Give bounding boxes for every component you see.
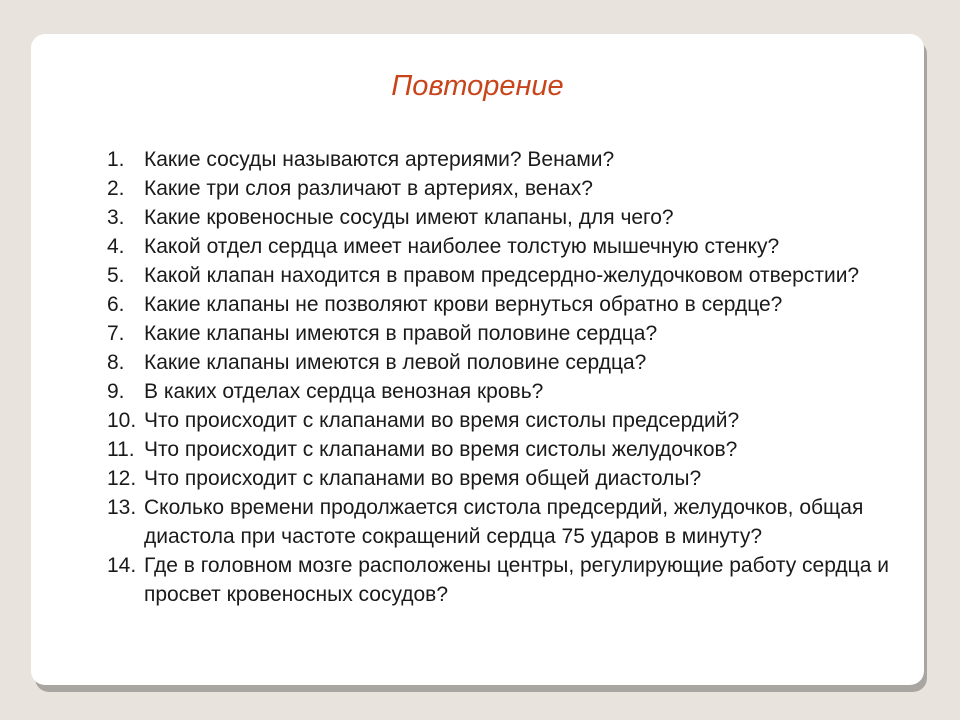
list-item bbox=[107, 203, 917, 232]
slide-card bbox=[31, 34, 924, 685]
list-item-text: Что происходит с клапанами во время систолы предсердий? bbox=[144, 409, 740, 432]
list-item-number: 3. bbox=[107, 206, 125, 229]
list-item-text: Какой отдел сердца имеет наиболее толстую мышечную стенку? bbox=[144, 235, 780, 258]
list-item bbox=[107, 174, 917, 203]
list-item bbox=[107, 406, 917, 435]
list-item bbox=[107, 348, 917, 377]
list-item-number: 1. bbox=[107, 148, 125, 171]
list-item-text: Где в головном мозге расположены центры, регулирующие работу сердца и просвет кровеносных сосудов? bbox=[144, 554, 889, 606]
question-list bbox=[107, 145, 917, 609]
list-item-text: Какие сосуды называются артериями? Венами? bbox=[144, 148, 615, 171]
list-item bbox=[107, 261, 917, 290]
list-item bbox=[107, 319, 917, 348]
list-item-number: 9. bbox=[107, 380, 125, 403]
list-item-number: 11. bbox=[107, 438, 135, 461]
list-item-number: 10. bbox=[107, 409, 137, 432]
list-item-text: Какие клапаны не позволяют крови вернуться обратно в сердце? bbox=[144, 293, 783, 316]
list-item-text: Что происходит с клапанами во время систолы желудочков? bbox=[144, 438, 738, 461]
list-item-number: 8. bbox=[107, 351, 125, 374]
list-item bbox=[107, 290, 917, 319]
list-item-number: 6. bbox=[107, 293, 125, 316]
list-item-number: 14. bbox=[107, 554, 137, 577]
list-item bbox=[107, 493, 917, 551]
list-item bbox=[107, 377, 917, 406]
list-item bbox=[107, 232, 917, 261]
list-item-number: 5. bbox=[107, 264, 125, 287]
list-item-text: В каких отделах сердца венозная кровь? bbox=[144, 380, 544, 403]
list-item bbox=[107, 435, 917, 464]
list-item-text: Какие три слоя различают в артериях, венах? bbox=[144, 177, 593, 200]
list-item bbox=[107, 551, 917, 609]
list-item-number: 13. bbox=[107, 496, 137, 519]
list-item-text: Что происходит с клапанами во время общей диастолы? bbox=[144, 467, 702, 490]
list-item-text: Какие клапаны имеются в левой половине сердца? bbox=[144, 351, 647, 374]
list-item-text: Какие кровеносные сосуды имеют клапаны, для чего? bbox=[144, 206, 674, 229]
list-item-number: 4. bbox=[107, 235, 125, 258]
list-item bbox=[107, 145, 917, 174]
list-item-text: Какие клапаны имеются в правой половине сердца? bbox=[144, 322, 658, 345]
list-item bbox=[107, 464, 917, 493]
slide-title: Повторение bbox=[391, 70, 564, 102]
list-item-number: 7. bbox=[107, 322, 125, 345]
list-item-number: 12. bbox=[107, 467, 137, 490]
list-item-text: Какой клапан находится в правом предсердно-желудочковом отверстии? bbox=[144, 264, 860, 287]
list-item-number: 2. bbox=[107, 177, 125, 200]
list-item-text: Сколько времени продолжается систола предсердий, желудочков, общая диастола при частоте сокращений сердца 75 ударов в минуту? bbox=[144, 496, 864, 548]
